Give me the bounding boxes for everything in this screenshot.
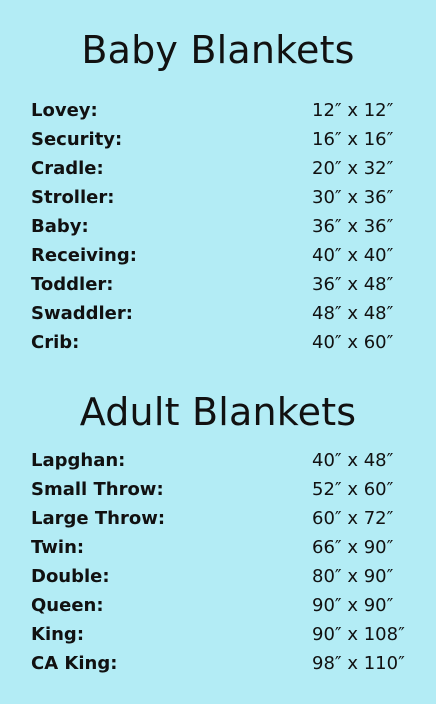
list-item — [0, 270, 436, 299]
list-item — [0, 562, 436, 591]
blanket-size: 16″ x 16″ — [312, 129, 394, 150]
blanket-name: Swaddler: — [31, 303, 133, 324]
blanket-name: King: — [31, 624, 85, 645]
blanket-size: 90″ x 90″ — [312, 595, 394, 616]
blanket-size: 98″ x 110″ — [312, 653, 405, 674]
blanket-name: Double: — [31, 566, 110, 587]
list-item — [0, 212, 436, 241]
blanket-name: Lapghan: — [31, 450, 126, 471]
baby-blankets-section — [0, 26, 436, 353]
blanket-size: 52″ x 60″ — [312, 479, 394, 500]
list-item — [0, 446, 436, 475]
adult-blankets-title: Adult Blankets — [79, 390, 357, 434]
baby-blankets-list — [0, 96, 436, 357]
list-item — [0, 475, 436, 504]
blanket-name: Stroller: — [31, 187, 115, 208]
adult-blankets-section — [0, 388, 436, 674]
blanket-name: Lovey: — [31, 100, 98, 121]
list-item — [0, 620, 436, 649]
list-item — [0, 299, 436, 328]
blanket-size: 30″ x 36″ — [312, 187, 394, 208]
list-item — [0, 96, 436, 125]
blanket-size: 40″ x 40″ — [312, 245, 394, 266]
list-item — [0, 504, 436, 533]
blanket-name: Crib: — [31, 332, 80, 353]
blanket-name: Security: — [31, 129, 123, 150]
blanket-size: 90″ x 108″ — [312, 624, 405, 645]
blanket-size: 80″ x 90″ — [312, 566, 394, 587]
blanket-size: 40″ x 60″ — [312, 332, 394, 353]
adult-blankets-list — [0, 446, 436, 678]
blanket-size: 60″ x 72″ — [312, 508, 394, 529]
baby-blankets-title: Baby Blankets — [81, 28, 355, 72]
blanket-size: 36″ x 36″ — [312, 216, 394, 237]
blanket-name: Toddler: — [31, 274, 114, 295]
blanket-size: 40″ x 48″ — [312, 450, 394, 471]
blanket-name: Large Throw: — [31, 508, 166, 529]
blanket-size: 48″ x 48″ — [312, 303, 394, 324]
list-item — [0, 591, 436, 620]
blanket-name: Queen: — [31, 595, 104, 616]
blanket-name: Small Throw: — [31, 479, 164, 500]
list-item — [0, 649, 436, 678]
list-item — [0, 154, 436, 183]
blanket-size: 20″ x 32″ — [312, 158, 394, 179]
list-item — [0, 125, 436, 154]
blanket-name: Receiving: — [31, 245, 137, 266]
blanket-name: Cradle: — [31, 158, 104, 179]
list-item — [0, 533, 436, 562]
blanket-size: 36″ x 48″ — [312, 274, 394, 295]
list-item — [0, 183, 436, 212]
list-item — [0, 328, 436, 357]
blanket-name: Twin: — [31, 537, 85, 558]
blanket-size: 12″ x 12″ — [312, 100, 394, 121]
blanket-name: CA King: — [31, 653, 118, 674]
blanket-name: Baby: — [31, 216, 89, 237]
list-item — [0, 241, 436, 270]
blanket-size: 66″ x 90″ — [312, 537, 394, 558]
